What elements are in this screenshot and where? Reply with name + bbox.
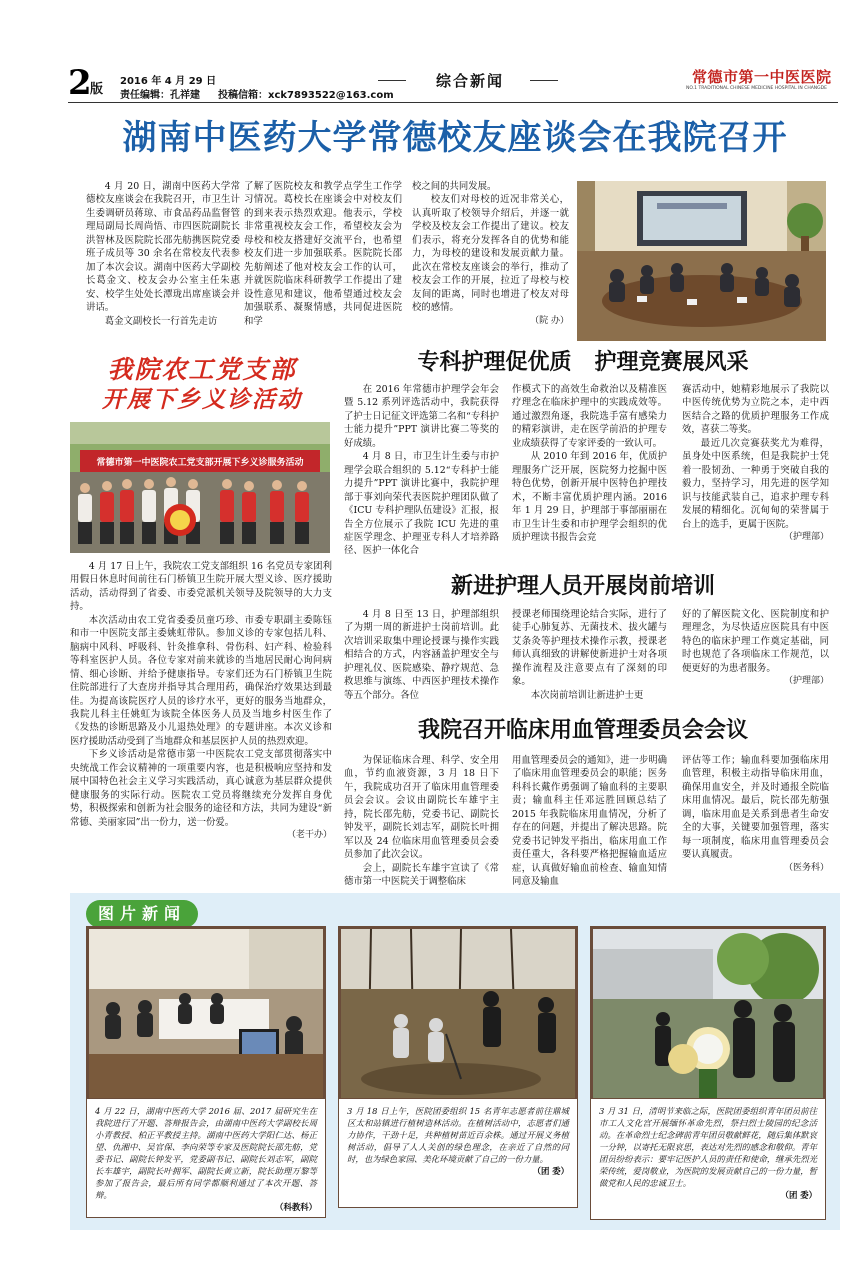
article5-col1 (344, 754, 499, 889)
article3-para: 在 2016 年常德市护理学会年会暨 5.12 系列评选活动中，我院获得了护士日记征文评选第二名和“专科护士能力提升”PPT 演讲比赛二等奖的好成绩。 (344, 384, 499, 449)
header-rule-right (530, 80, 558, 81)
article3-col3 (682, 383, 829, 544)
article3-col2 (512, 383, 667, 544)
photo-news-photo-3 (590, 926, 826, 1101)
masthead: 常德市第一中医医院 (692, 68, 832, 86)
caption-text: 4 月 22 日，湖南中医药大学 2016 届、2017 届研究生在我院进行了开题、答辩报告会，由湖南中医药大学副校长周小青教授、柏正平教授主持。湖南中医药大学阳仁达、杨正望、仇湘中、吴官保、李向荣等专家及医院院长邵先舫，党委书记、副院长钟发平，党委副书记、副院长刘志军，副院长车雄宇，副院长叶拥军、副院长黄立新，院长助理万黎等参加了报告会，最后所有同学都顺利通过了本次开题、答辩。 (95, 1106, 317, 1200)
article4-col1 (344, 608, 499, 702)
article2-para: 本次活动由农工党省委委员童巧珍、市委专职副主委陈钰和市一中医院支部主委姚虹带队。参加义诊的专家包括儿科、脑病中风科、呼吸科、针灸推拿科、骨伤科、妇产科、检验科等科室医护人员。各位专家对前来就诊的当地居民耐心询问病情、细心诊断、并给予健康指导。专家们还为石门桥镇卫生院住院部进行了大查房并指导其合理用药，确保治疗效果达到最佳。为提高该院医疗人员的诊疗水平，更好的服务当地群众，我院儿科主任姚虹为该院全体医务人员及当地乡村医生作了《发热的诊断思路及小儿退热处理》的专题讲座。本次义诊和医疗援助活动受到了当地群众和基层医护人员的热烈欢迎。 (70, 614, 332, 747)
email-label: 投稿信箱：xck7893522@163.com (218, 90, 394, 101)
issue-date: 2016 年 4 月 29 日 (120, 76, 217, 87)
article1-photo (577, 181, 826, 341)
article4-col3 (682, 608, 829, 688)
section-title: 综合新闻 (435, 72, 504, 90)
page-number: 2 (68, 63, 92, 103)
caption-text: 3 月 31 日，清明节来临之际，医院团委组织青年团员前往市工人文化宫开展缅怀革命先烈，祭扫烈士陵园的纪念活动。在革命烈士纪念碑前青年团员敬献鲜花，随后集体默哀一分钟，以寄托无限哀思，表达对先烈的感念和敬仰。青年团员纷纷表示：要牢记医护人员的责任和使命，继承先烈光荣传统，爱岗敬业，为医院的发展贡献自己的一份力量，暂做党和人民的忠诚卫士。 (599, 1106, 817, 1188)
article5-headline: 我院召开临床用血管理委员会会议 (417, 718, 748, 743)
article3-para: 从 2010 年到 2016 年，优质护理服务广泛开展，医院努力挖掘中医特色优势，创新开展中医特色护理技术，不断丰富优质护理内涵。2016 年 1 月 29 日，护理部于事部丽丽在市卫生计生委和市护理学会组织的优质护理读书报告会竞 (512, 451, 667, 543)
article1-headline: 湖南中医药大学常德校友座谈会在我院召开 (122, 118, 788, 158)
article1-para: 了解了医院校友和教学点学生工作学习情况。葛校长在座谈会中对校友们的到来表示热烈欢迎。他表示，学校非常重视校友会工作，希望校友会为母校和校友搭建好交流平台，也希望校友们进一步加强联系。医院院长邵先舫阐述了他对校友会工作的认可，并就医院临床科研教学工作提出了建设性意见和建议，他希望通过校友会加强联系、凝聚情感，共同促进医院和学 (244, 181, 402, 327)
article5-signature: （医务科） (783, 862, 829, 873)
article5-para: 会上，副院长车雄宇宣读了《常德市第一中医院关于调整临床 (344, 862, 499, 888)
article3-headline: 专科护理促优质 护理竞赛展风采 (417, 350, 749, 375)
page-suffix: 版 (90, 82, 104, 97)
photo-news-badge: 图片新闻 (86, 900, 198, 928)
memorial-ceremony-illustration (593, 929, 823, 1098)
article1-para: 校友们对母校的近况非常关心，认真听取了校领导介绍后，并逐一就学校及校友会工作提出了建议。校友们表示，将充分发挥各自的优势和能力，为母校的建设和发展贡献力量。此次在常校友座谈会的举行，推动了校友会工作的开展，拉近了母校与校友间的距离，同时也增进了校友对母校的感情。 (412, 194, 569, 314)
article3-para: 最近几次竞赛获奖尤为难得，虽身处中医系统，但是我院护士凭着一股韧劲、一种勇于突破自我的毅力，坚持学习，用先进的医学知识与技能武装自己，追求护理专科发展的精细化。沉甸甸的荣誉属于台上的选手，更属于医院。 (682, 437, 829, 530)
article1-signature: （院 办） (530, 315, 569, 326)
caption-source: （科教科） (275, 1202, 317, 1212)
photo-news-photo-1 (86, 926, 326, 1101)
article4-headline: 新进护理人员开展岗前培训 (450, 574, 715, 599)
article1-col1 (86, 180, 240, 328)
header-hline (68, 102, 838, 103)
photo-news-caption-1 (86, 1098, 326, 1218)
article2-headline-line2: 开展下乡义诊活动 (102, 386, 302, 413)
article2-headline-line1: 我院农工党支部 (107, 355, 297, 384)
article4-para: 本次岗前培训让新进护士更 (530, 689, 644, 701)
article2-photo (70, 422, 330, 553)
photo-news-photo-2 (338, 926, 578, 1101)
article5-col3 (682, 754, 829, 875)
article4-para: 4 月 8 日至 13 日，护理部组织了为期一周的新进护士岗前培训。此次培训采取集中理论授课与操作实践相结合的方式，内容涵盖护理安全与护理礼仪、医院感染、静疗规范、急救思维与演练、中西医护理技术操作等五个部分。各位 (344, 609, 499, 701)
article4-col2 (512, 608, 667, 702)
article2-para: 下乡义诊活动是常德市第一中医院农工党支部贯彻落实中央统战工作会议精神的一项重要内容，也是积极响应坚持和发展中国特色社会主义学习实践活动，真心诚意为基层群众提供健康服务的实际行动。医院农工党员将继续充分发挥自身优势，积极探索和创新为社会服务的途径和方法，共同为建设“新常德、美丽家园”出一份力，送一份爱。 (70, 749, 332, 828)
photo-news-caption-2 (338, 1098, 578, 1208)
article5-para: 用血管理委员会的通知》，进一步明确了临床用血管理委员会的职能；医务科科长戴作勇强调了输血科的主要职责；输血科主任邓远胜回顾总结了 2015 年我院临床用血情况，分析了存在的问题，并提出了解决思路。院党委书记钟发平指出，临床用血工作责任重大，各科要严格把握输血适应症，认真做好输血前检查、输血知情同意及输血 (512, 755, 667, 888)
caption-text: 3 月 18 日上午，医院团委组织 15 名青年志愿者前往鼎城区太和站镇进行植树造林活动。在植树活动中，志愿者们通力协作，干劲十足，共种植树苗近百余株。通过开展义务植树活动，倡导了人人关创的绿色理念，在亲近了自然的同时，也为绿色家园、美化环境贡献了自己的一份力量。 (347, 1106, 569, 1164)
editor-label: 责任编辑：孔祥建 (120, 90, 200, 101)
article2-banner-text: 常德市第一中医院农工党支部开展下乡义诊服务活动 (96, 458, 304, 468)
article1-para: 葛金文副校长一行首先走访 (104, 315, 218, 327)
seminar-illustration (89, 929, 323, 1098)
article4-para: 好的了解医院文化、医院制度和护理理念，为尽快适应医院具有中医特色的临床护理工作奠定基础，同时也规范了各项临床工作规范，以便更好的为患者服务。 (682, 609, 829, 674)
page-header (68, 64, 838, 106)
article1-para: 校之间的共同发展。 (412, 181, 497, 192)
article3-col1 (344, 383, 499, 558)
meeting-room-illustration (577, 181, 826, 341)
tree-planting-illustration (341, 929, 575, 1098)
article2-body (70, 560, 332, 842)
article2-signature: （老干办） (286, 830, 332, 841)
article2-para: 4 月 17 日上午，我院农工党支部组织 16 名党员专家团利用假日休息时间前往石门桥镇卫生院开展大型义诊、医疗援助活动，活动得到了省委、市委党派机关领导及院领导的大力支持。 (70, 561, 332, 613)
article3-para: 4 月 8 日，市卫生计生委与市护理学会联合组织的 5.12“专科护士能力提升”PPT 演讲比赛中，我院护理部于事刘向荣代表医院护理团队做了《ICU 专科护理队伍建设》汇报，报告全方位展示了我院 ICU 先进的重症医学理念、护理亚专科人才培养路径、医护一体化合 (344, 451, 499, 557)
article1-col2 (244, 180, 402, 328)
caption-source: （团 委） (780, 1190, 817, 1200)
article5-para: 为保证临床合理、科学、安全用血，节约血液资源，3 月 18 日下午，我院成功召开了临床用血管理委员会会议。会议由副院长车雄宇主持，院长邵先舫，党委书记、副院长钟发平，副院长刘志军，副院长叶拥军以及 24 位临床用血管理委员会委员参加了此次会议。 (344, 755, 499, 861)
masthead-sub: NO.1 TRADITIONAL CHINESE MEDICINE HOSPITAL IN CHANGDE (686, 86, 827, 91)
header-rule-left (378, 80, 406, 81)
article4-signature: （护理部） (783, 676, 829, 687)
article3-para: 作模式下的高效生命救治以及精准医疗理念在临床护理中的实践成效等。通过激烈角逐，我院选手富有感染力的精彩演讲，走在医学前沿的护理专业成绩获得了专家评委的一致认可。 (512, 384, 667, 449)
article1-para: 4 月 20 日，湖南中医药大学常德校友座谈会在我院召开，市卫生计生委调研员蒋琼、市食品药品监督管理局副局长周尚悟、市四医院副院长洪智林及医院院长邵先舫携医院党委班子成员等 30 余名在常校友代表参加了本次会议。湖南中医药大学副校长葛金文、校友会办公室主任朱惠安、校学生处处长潭珑出席座谈会并讲话。 (86, 181, 240, 314)
article3-signature: （护理部） (783, 531, 829, 542)
article4-para: 授课老师围绕理论结合实际，进行了徒手心肺复苏、无菌技术、拔火罐与艾条灸等护理技术操作示教，授课老师认真细致的讲解使新进护士对各项操作流程及注意要点有了深刻的印象。 (512, 609, 667, 688)
article5-para: 评估等工作；输血科要加强临床用血管理，积极主动指导临床用血，确保用血安全，并及时通报全院临床用血情况。最后，院长邵先舫强调，临床用血是关系到患者生命安全的大事，关键要加强管理，落实每一项制度，临床用血管理委员会要认真履责。 (682, 755, 829, 861)
caption-source: （团 委） (532, 1166, 569, 1176)
article5-col2 (512, 754, 667, 889)
article3-para: 赛活动中，她精彩地展示了我院以中医传统优势为立院之本，走中西医结合之路的优质护理服务工作成效，喜获二等奖。 (682, 384, 829, 436)
volunteer-group-illustration (70, 422, 330, 553)
article1-col3 (412, 180, 569, 328)
photo-news-caption-3 (590, 1098, 826, 1220)
